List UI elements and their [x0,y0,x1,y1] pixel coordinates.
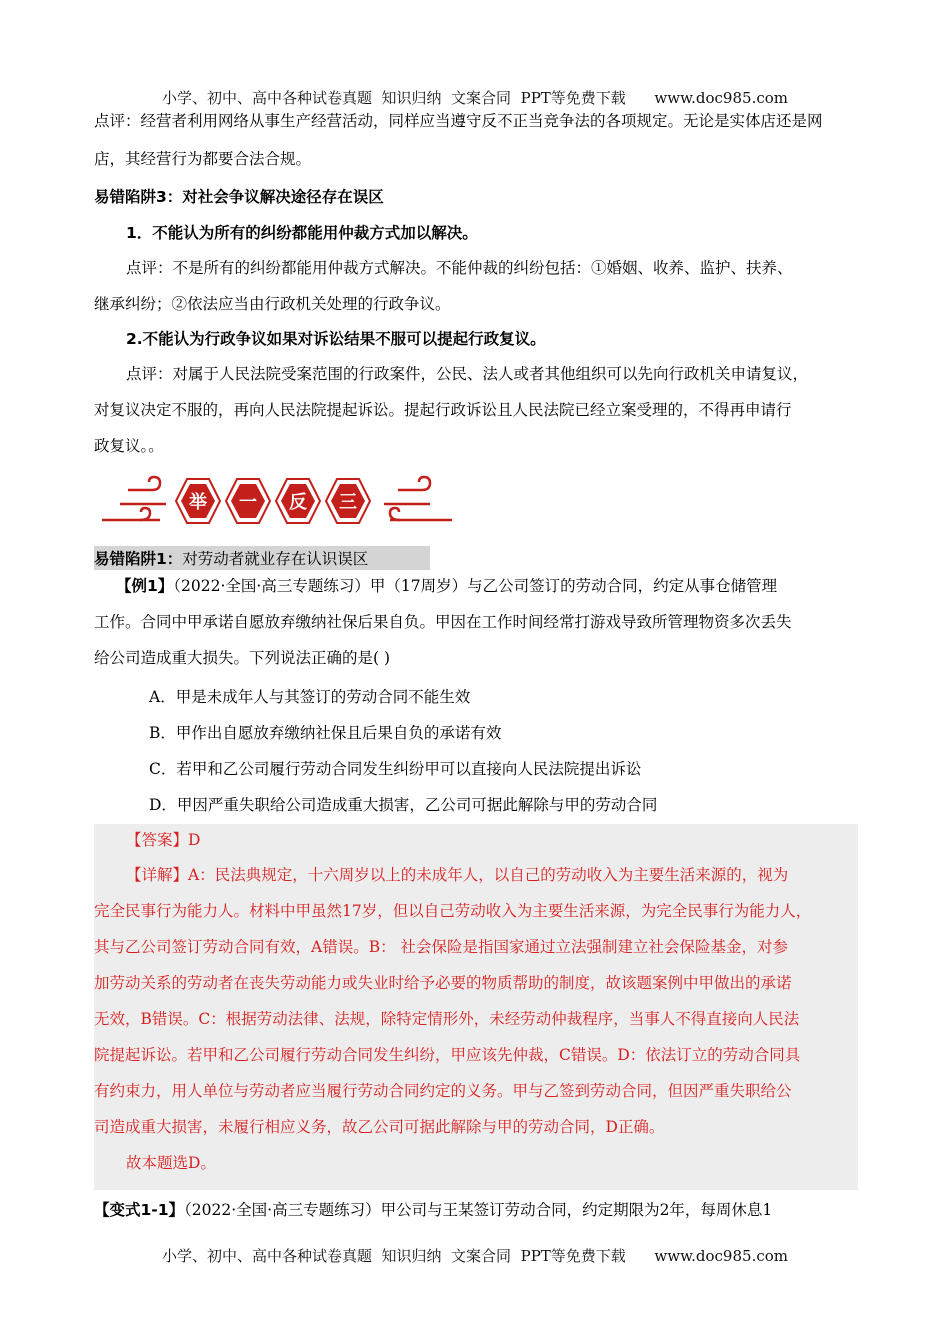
option-d: D．甲因严重失职给公司造成重大损害，乙公司可据此解除与甲的劳动合同 [149,796,658,814]
trap3-point1: 1．不能认为所有的纠纷都能用仲裁方式加以解决。 [126,224,478,242]
option-b: B．甲作出自愿放弃缴纳社保且后果自负的承诺有效 [149,724,502,742]
variant-text: （2022·全国·高三专题练习）甲公司与王某签订劳动合同，约定期限为2年，每周休息1 [184,1201,773,1219]
page-footer: 小学、初中、高中各种试卷真题 知识归纳 文案合同 PPT等免费下载 www.doc985.com [161,1247,788,1265]
detail-line-7: 有约束力，用人单位与劳动者应当履行劳动合同约定的义务。甲与乙签到劳动合同，但因严重失职给公 [94,1082,792,1100]
detail-line-1: 【详解】A：民法典规定，十六周岁以上的未成年人，以自己的劳动收入为主要生活来源的，视为 [126,866,789,884]
trap3-comment2-line3: 政复议。。 [94,437,164,455]
trap3-comment2-line1: 点评：对属于人民法院受案范围的行政案件，公民、法人或者其他组织可以先向行政机关申请复议， [126,365,809,383]
example-question-line3: 给公司造成重大损失。下列说法正确的是( ) [94,649,391,667]
option-c: C．若甲和乙公司履行劳动合同发生纠纷甲可以直接向人民法院提出诉讼 [149,760,642,778]
detail-line-5: 无效，B错误。C：根据劳动法律、法规，除特定情形外，未经劳动仲裁程序，当事人不得直接向人民法 [94,1010,800,1028]
trap3-comment2-line2: 对复议决定不服的，再向人民法院提起诉讼。提起行政诉讼且人民法院已经立案受理的，不得再申请行 [94,401,792,419]
banner-hex-1 [176,479,220,523]
answer-conclusion: 故本题选D。 [126,1154,216,1172]
example-tag: 【例1】 [116,577,174,595]
intro-comment-line2: 店，其经营行为都要合法合规。 [94,150,312,168]
banner-char-1: 举 [189,492,207,513]
trap3-comment1-line1: 点评：不是所有的纠纷都能用仲裁方式解决。不能仲裁的纠纷包括：①婚姻、收养、监护、扶养、 [126,259,793,277]
banner-right-swirl [384,477,452,520]
trap3-comment1-line2: 继承纠纷；②依法应当由行政机关处理的行政争议。 [94,295,451,313]
banner-hex-4 [326,479,370,523]
variant-tag: 【变式1-1】 [94,1201,185,1219]
option-a: A．甲是未成年人与其签订的劳动合同不能生效 [149,688,471,706]
detail-line-4: 加劳动关系的劳动者在丧失劳动能力或失业时给予必要的物质帮助的制度，故该题案例中甲做出的承诺 [94,974,792,992]
banner-left-swirl [102,477,166,520]
intro-comment-line1: 点评：经营者利用网络从事生产经营活动，同样应当遵守反不正当竞争法的各项规定。无论是实体店还是网 [94,112,823,130]
answer-label: 【答案】D [126,831,201,849]
example-question-line1 [116,575,886,597]
trap3-point2: 2.不能认为行政争议如果对诉讼结果不服可以提起行政复议。 [126,330,546,348]
trap1-title-rest: 对劳动者就业存在认识误区 [182,550,369,568]
banner-hex-3 [276,479,320,523]
banner-char-3: 反 [289,492,307,513]
trap1-title-bold: 易错陷阱1： [94,550,183,568]
trap3-title: 易错陷阱3：对社会争议解决途径存在误区 [94,188,384,206]
banner-char-4: 三 [339,492,357,513]
variant-question [94,1199,864,1221]
detail-line-3: 其与乙公司签订劳动合同有效，A错误。B： 社会保险是指国家通过立法强制建立社会保险基金，对参 [94,938,789,956]
trap1-heading [94,548,864,570]
detail-line-6: 院提起诉讼。若甲和乙公司履行劳动合同发生纠纷，甲应该先仲裁，C错误。D：依法订立的劳动合同具 [94,1046,801,1064]
banner-char-2: 一 [239,492,257,513]
example-q1: （2022·全国·高三专题练习）甲（17周岁）与乙公司签订的劳动合同，约定从事仓储管理 [173,577,778,595]
detail-line-8: 司造成重大损害，未履行相应义务，故乙公司可据此解除与甲的劳动合同，D正确。 [94,1118,665,1136]
detail-line-2: 完全民事行为能力人。材料中甲虽然17岁，但以自己劳动收入为主要生活来源，为完全民事行为能力人， [94,902,812,920]
section-banner [100,470,455,532]
banner-hex-2 [226,479,270,523]
example-question-line2: 工作。合同中甲承诺自愿放弃缴纳社保后果自负。甲因在工作时间经常打游戏导致所管理物资多次丢失 [94,613,792,631]
page-header: 小学、初中、高中各种试卷真题 知识归纳 文案合同 PPT等免费下载 www.doc985.com [161,89,788,107]
